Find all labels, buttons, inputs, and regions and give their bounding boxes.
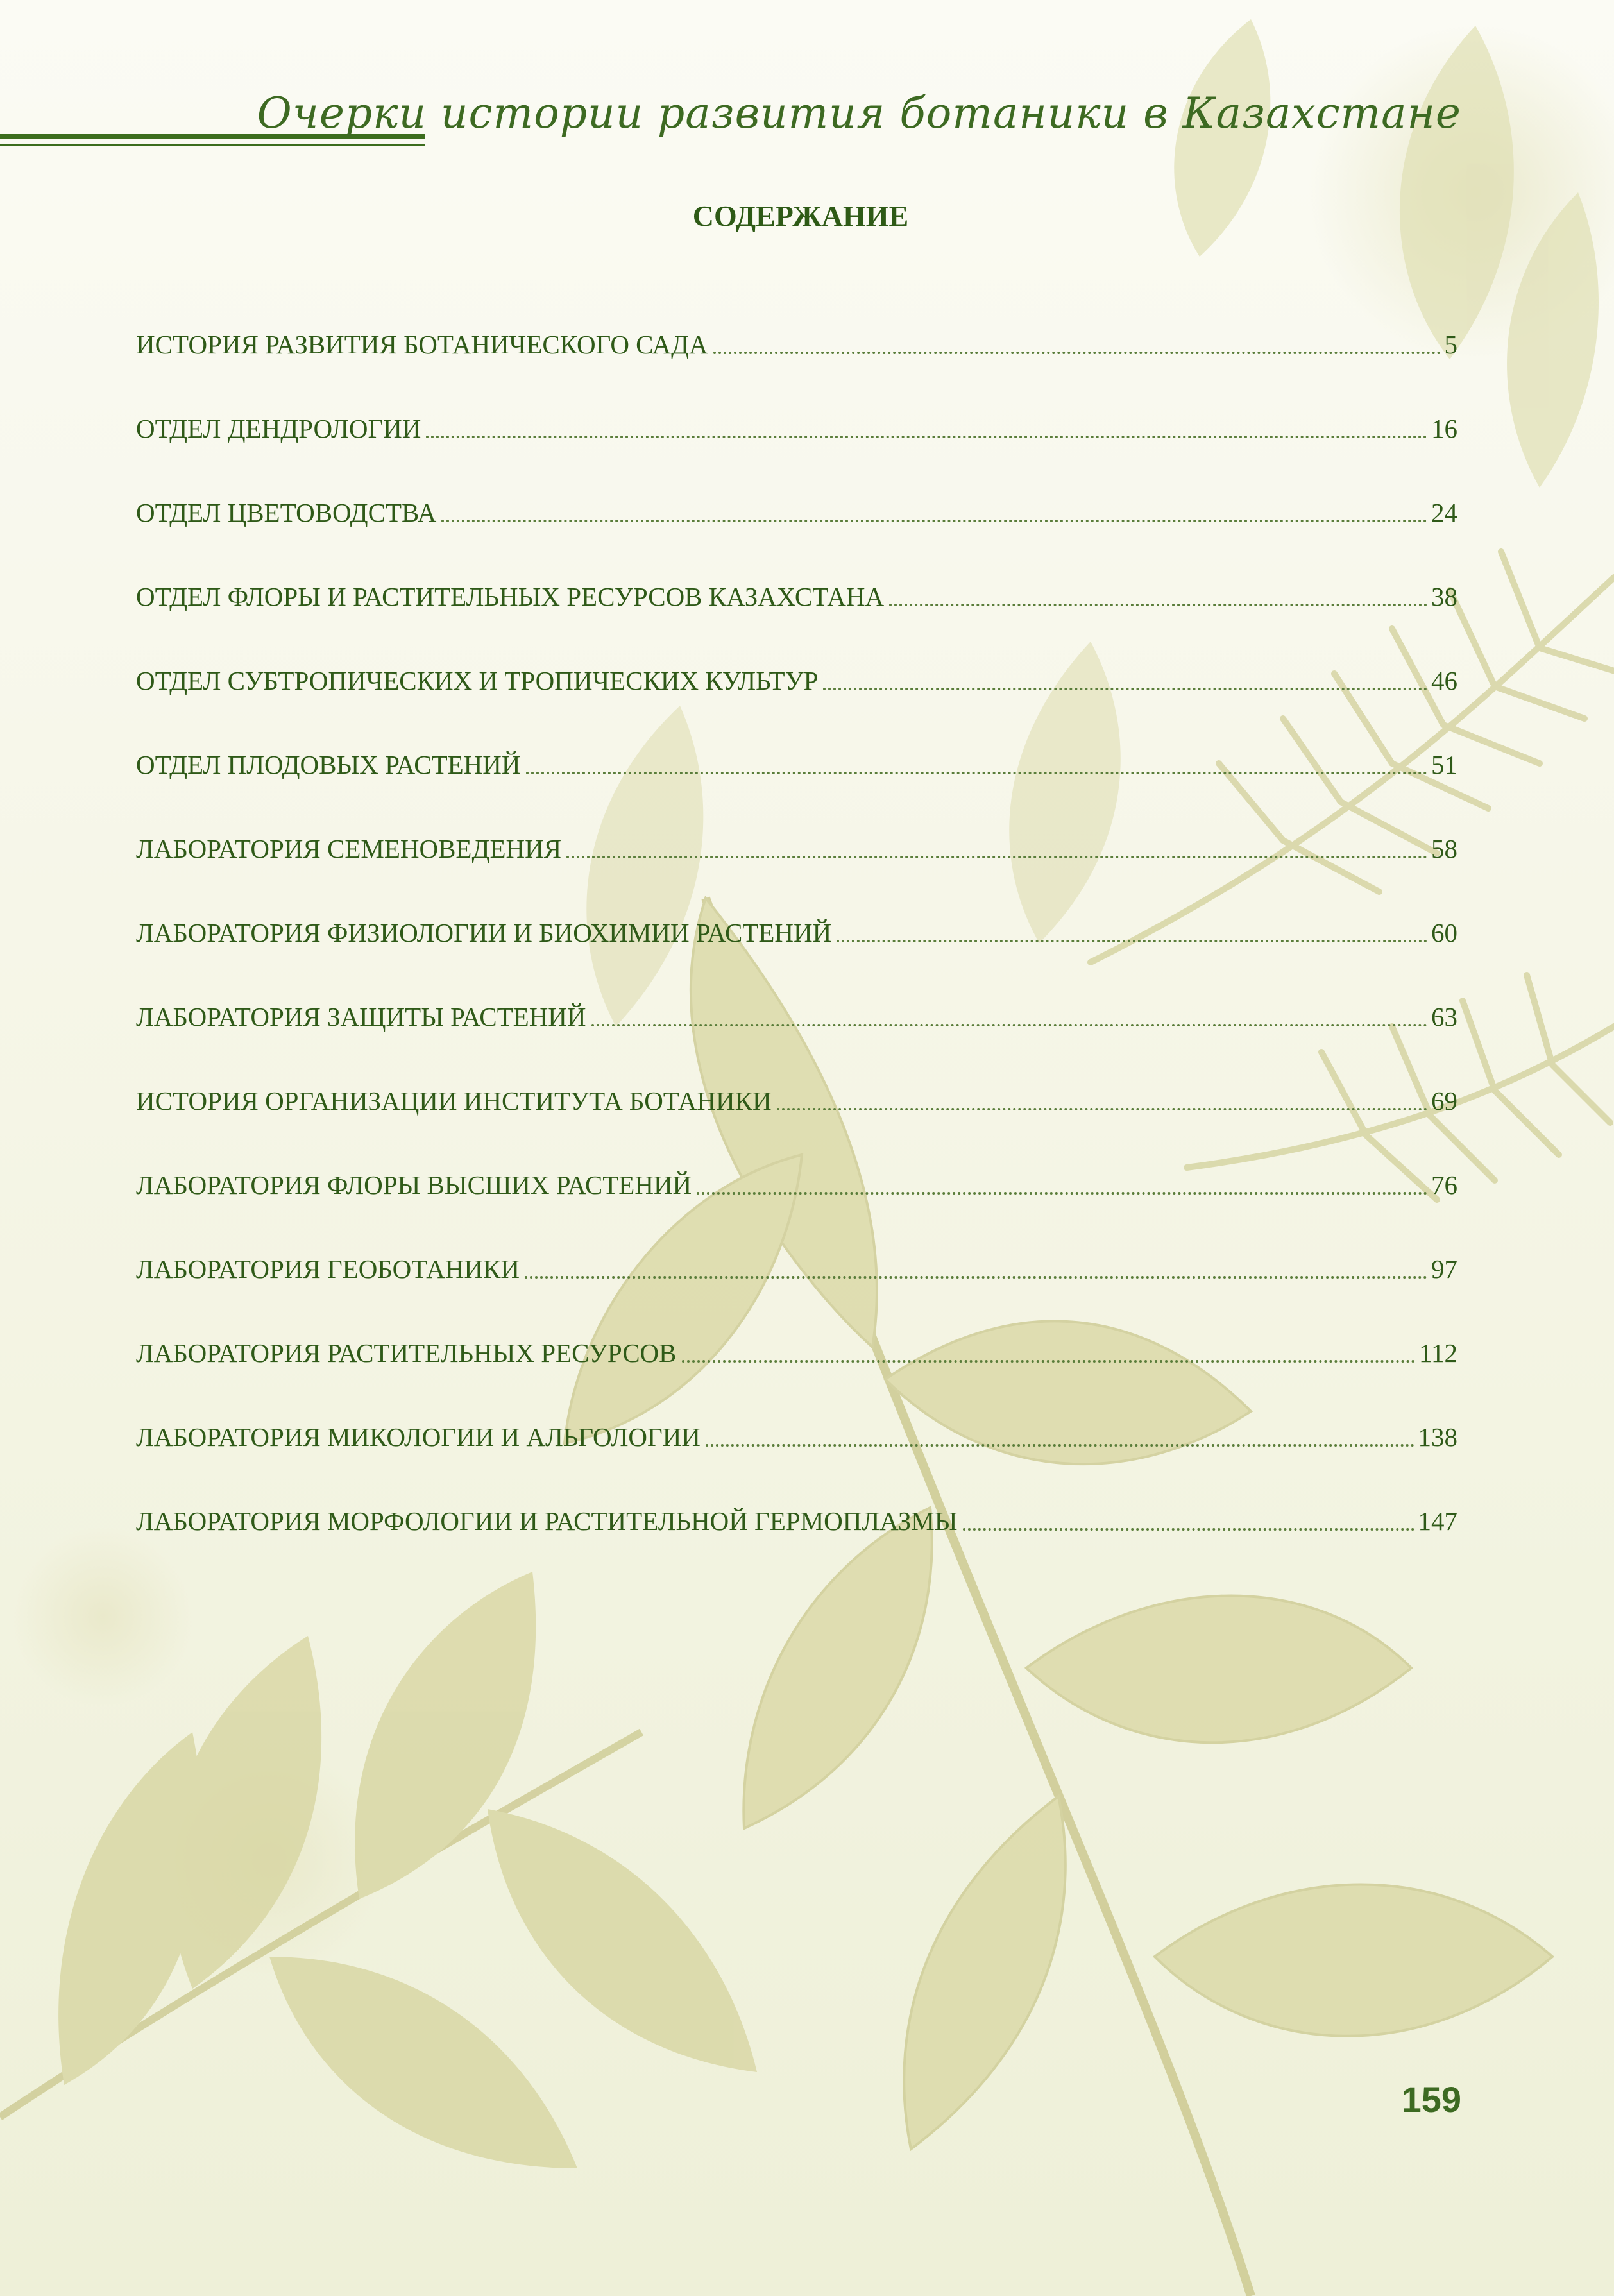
toc-entry-page: 69 <box>1431 1086 1457 1116</box>
toc-dot-leader <box>823 688 1427 690</box>
toc-entry[interactable] <box>136 864 1457 948</box>
toc-entry-title: ОТДЕЛ ЦВЕТОВОДСТВА <box>136 498 437 527</box>
toc-entry-page: 147 <box>1418 1506 1457 1536</box>
toc-heading: СОДЕРЖАНИЕ <box>692 200 909 232</box>
toc-entry[interactable] <box>136 780 1457 864</box>
toc-dot-leader <box>526 772 1427 774</box>
toc-entry-title: ЛАБОРАТОРИЯ ФИЗИОЛОГИИ И БИОХИМИИ РАСТЕНИЙ <box>136 918 832 948</box>
toc-entry-title: ОТДЕЛ ФЛОРЫ И РАСТИТЕЛЬНЫХ РЕСУРСОВ КАЗАХСТАНА <box>136 582 885 611</box>
toc-entry[interactable] <box>136 612 1457 696</box>
toc-entry[interactable] <box>136 696 1457 780</box>
toc-entry-page: 60 <box>1431 918 1457 948</box>
toc-entry[interactable] <box>136 360 1457 444</box>
toc-entry-title: ЛАБОРАТОРИЯ МОРФОЛОГИИ И РАСТИТЕЛЬНОЙ ГЕРМОПЛАЗМЫ <box>136 1506 958 1536</box>
toc-dot-leader <box>682 1360 1416 1363</box>
toc-entry-title: ЛАБОРАТОРИЯ МИКОЛОГИИ И АЛЬГОЛОГИИ <box>136 1422 701 1452</box>
toc-entry[interactable] <box>136 1452 1457 1536</box>
toc-entry-title: ИСТОРИЯ РАЗВИТИЯ БОТАНИЧЕСКОГО САДА <box>136 330 708 359</box>
toc-entry-page: 112 <box>1419 1338 1457 1368</box>
toc-entry[interactable] <box>136 276 1457 360</box>
page-number: 159 <box>1401 2079 1461 2120</box>
toc-entry-page: 97 <box>1431 1254 1457 1284</box>
running-header-title: Очерки истории развития ботаники в Казахстане <box>257 89 1461 138</box>
toc-dot-leader <box>777 1108 1427 1110</box>
toc-dot-leader <box>697 1192 1427 1195</box>
toc-entry-title: ЛАБОРАТОРИЯ ФЛОРЫ ВЫСШИХ РАСТЕНИЙ <box>136 1170 692 1200</box>
toc-entry[interactable] <box>136 528 1457 612</box>
toc-entry[interactable] <box>136 1032 1457 1116</box>
toc-entry-page: 76 <box>1431 1170 1457 1200</box>
toc-dot-leader <box>426 436 1427 438</box>
toc-entry-title: ОТДЕЛ ПЛОДОВЫХ РАСТЕНИЙ <box>136 750 521 779</box>
toc-dot-leader <box>441 520 1427 522</box>
toc-dot-leader <box>889 604 1427 606</box>
toc-entry-page: 38 <box>1431 582 1457 611</box>
toc-dot-leader <box>713 352 1441 354</box>
toc-entry[interactable] <box>136 1368 1457 1452</box>
toc-entry-page: 24 <box>1431 498 1457 527</box>
toc-entry-title: ЛАБОРАТОРИЯ ЗАЩИТЫ РАСТЕНИЙ <box>136 1002 586 1032</box>
toc-dot-leader <box>566 856 1427 858</box>
toc-entry[interactable] <box>136 1284 1457 1368</box>
header-rule-thin <box>0 144 425 146</box>
toc-entry-page: 5 <box>1444 330 1457 359</box>
toc-entry[interactable] <box>136 444 1457 528</box>
toc-entry-title: ЛАБОРАТОРИЯ СЕМЕНОВЕДЕНИЯ <box>136 834 562 863</box>
toc-entry[interactable] <box>136 1116 1457 1200</box>
toc-entry-title: ЛАБОРАТОРИЯ ГЕОБОТАНИКИ <box>136 1254 520 1284</box>
toc-dot-leader <box>837 940 1427 942</box>
toc-dot-leader <box>706 1444 1414 1447</box>
toc-entry-page: 63 <box>1431 1002 1457 1032</box>
toc-entry[interactable] <box>136 948 1457 1032</box>
toc-entry-title: ОТДЕЛ СУБТРОПИЧЕСКИХ И ТРОПИЧЕСКИХ КУЛЬТУР <box>136 666 819 695</box>
toc-entry-page: 46 <box>1431 666 1457 695</box>
toc-entry-page: 138 <box>1418 1422 1457 1452</box>
toc-dot-leader <box>963 1528 1414 1531</box>
toc-entry-page: 58 <box>1431 834 1457 863</box>
toc-entry-title: ИСТОРИЯ ОРГАНИЗАЦИИ ИНСТИТУТА БОТАНИКИ <box>136 1086 772 1116</box>
toc-dot-leader <box>591 1024 1427 1026</box>
toc-dot-leader <box>525 1276 1427 1279</box>
toc-entry-title: ОТДЕЛ ДЕНДРОЛОГИИ <box>136 414 421 443</box>
toc-entry-title: ЛАБОРАТОРИЯ РАСТИТЕЛЬНЫХ РЕСУРСОВ <box>136 1338 677 1368</box>
table-of-contents <box>136 276 1457 1536</box>
toc-entry[interactable] <box>136 1200 1457 1284</box>
toc-entry-page: 16 <box>1431 414 1457 443</box>
toc-entry-page: 51 <box>1431 750 1457 779</box>
